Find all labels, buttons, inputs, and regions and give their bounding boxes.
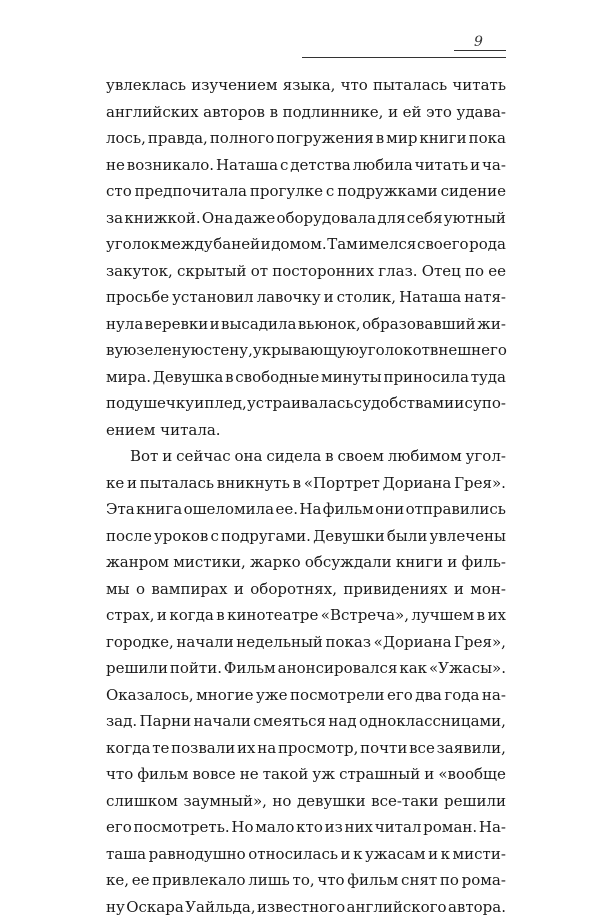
text-line: жанром мистики, жарко обсуждали книги и филь- bbox=[106, 549, 506, 576]
text-line: после уроков с подругами. Девушки были увлечены bbox=[106, 523, 506, 550]
text-line: что фильм вовсе не такой уж страшный и «вообще bbox=[106, 761, 506, 788]
text-line: решили пойти. Фильм анонсировался как «Ужасы». bbox=[106, 655, 506, 682]
body-text bbox=[106, 72, 506, 920]
text-line: мира. Девушка в свободные минуты приносила туда bbox=[106, 364, 506, 391]
text-line: уголок между баней и домом. Там имелся своего рода bbox=[106, 231, 506, 258]
text-line: английских авторов в подлиннике, и ей это удава- bbox=[106, 99, 506, 126]
text-line: не возникало. Наташа с детства любила читать и ча- bbox=[106, 152, 506, 179]
text-line: Вот и сейчас она сидела в своем любимом угол- bbox=[106, 443, 506, 470]
text-line: зад. Парни начали смеяться над одноклассницами, bbox=[106, 708, 506, 735]
text-line: Эта книга ошеломила ее. На фильм они отправились bbox=[106, 496, 506, 523]
text-line: таша равнодушно относилась и к ужасам и к мисти- bbox=[106, 841, 506, 868]
text-line: ением читала. bbox=[106, 417, 506, 444]
text-line: когда те позвали их на просмотр, почти все заявили, bbox=[106, 735, 506, 762]
text-line: страх, и когда в кинотеатре «Встреча», лучшем в их bbox=[106, 602, 506, 629]
text-line: мы о вампирах и оборотнях, привидениях и мон- bbox=[106, 576, 506, 603]
page-number: 9 bbox=[474, 34, 483, 50]
header-rule-long bbox=[302, 57, 506, 58]
text-line: просьбе установил лавочку и столик, Наташа натя- bbox=[106, 284, 506, 311]
text-line: ке и пыталась вникнуть в «Портрет Дориана Грея». bbox=[106, 470, 506, 497]
header-rule-short bbox=[454, 50, 506, 51]
text-line: подушечку и плед, устраивалась с удобствами и с упо- bbox=[106, 390, 506, 417]
text-line: слишком заумный», но девушки все-таки решили bbox=[106, 788, 506, 815]
text-line: за книжкой. Она даже оборудовала для себя уютный bbox=[106, 205, 506, 232]
text-line: увлеклась изучением языка, что пыталась читать bbox=[106, 72, 506, 99]
text-line: вую зеленую стену, укрывающую уголок от внешнего bbox=[106, 337, 506, 364]
text-line: Оказалось, многие уже посмотрели его два года на- bbox=[106, 682, 506, 709]
text-line: сто предпочитала прогулке с подружками сидение bbox=[106, 178, 506, 205]
text-line: нула веревки и высадила вьюнок, образовавший жи- bbox=[106, 311, 506, 338]
text-line: его посмотреть. Но мало кто из них читал роман. На- bbox=[106, 814, 506, 841]
text-line: закуток, скрытый от посторонних глаз. Отец по ее bbox=[106, 258, 506, 285]
paragraph bbox=[106, 72, 506, 443]
text-line: лось, правда, полного погружения в мир книги пока bbox=[106, 125, 506, 152]
text-line: городке, начали недельный показ «Дориана Грея», bbox=[106, 629, 506, 656]
text-line: ке, ее привлекало лишь то, что фильм снят по рома- bbox=[106, 867, 506, 894]
page-header bbox=[0, 0, 600, 80]
paragraph bbox=[106, 443, 506, 920]
text-line: ну Оскара Уайльда, известного английского автора. bbox=[106, 894, 506, 920]
